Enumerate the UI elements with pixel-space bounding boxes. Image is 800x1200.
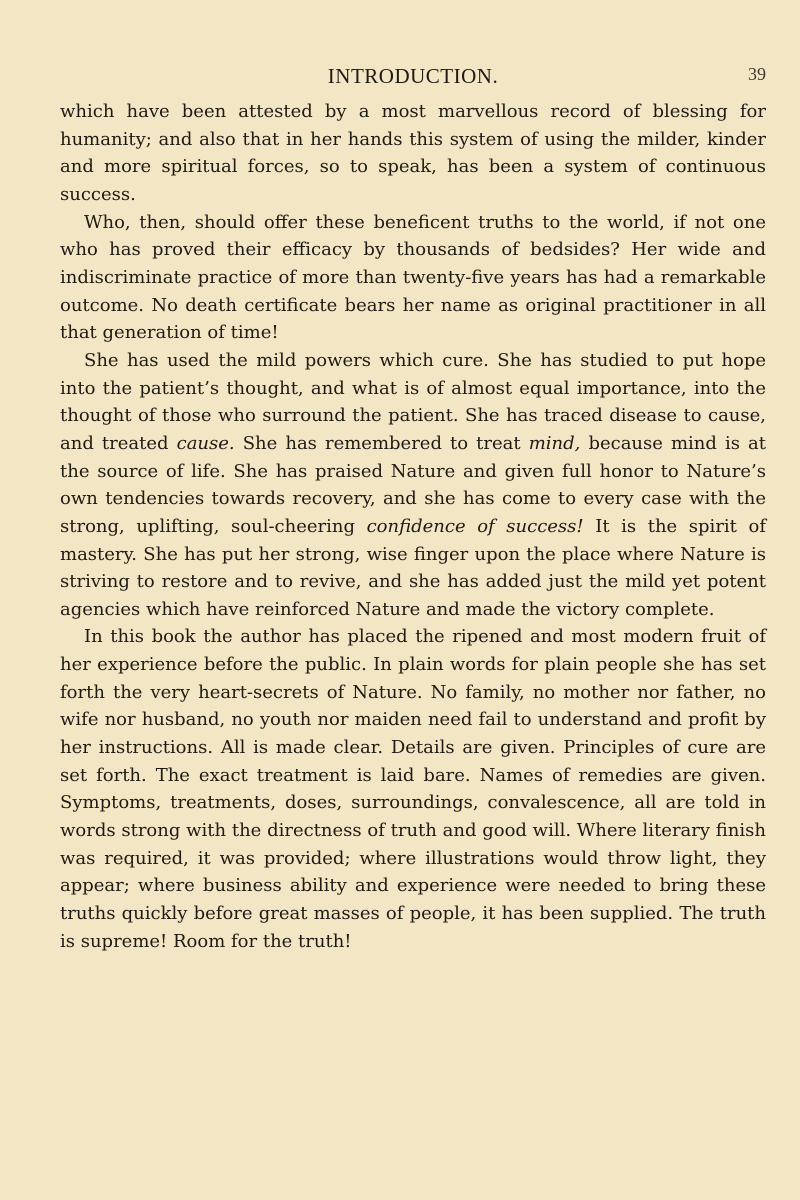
page-title: INTRODUCTION.: [327, 64, 499, 88]
italic-confidence: confidence of success!: [366, 515, 584, 537]
paragraph-3-part-a: She has used the mild powers which cure. She has studied to put hope into the patient’s thought, and what is of almost equal importance, into the thought of those who surround the patient. She has traced disease to cause, and treated: [60, 349, 766, 454]
italic-mind: mind,: [528, 432, 581, 454]
paragraph-3-part-c: because mind is at the source of life. She has praised Nature and given full honor to Nature’s own tendencies towards recovery, and she has come to every case with the strong, uplifting, soul-cheering: [60, 432, 767, 537]
book-page: [0, 64, 800, 1200]
page-number: 39: [748, 64, 766, 84]
paragraph-3-part-b: She has remembered to treat: [234, 432, 529, 454]
body-text: [60, 98, 766, 955]
running-header: [60, 64, 766, 96]
paragraph-3-part-d: It is the spirit of mastery. She has put her strong, wise finger upon the place where Nature is striving to restore and to revive, and she has added just the mild yet potent agencies which have reinforced Nature and made the victory complete.: [60, 515, 766, 620]
paragraph-1: which have been attested by a most marvellous record of blessing for humanity; and also that in her hands this system of using the milder, kinder and more spiritual forces, so to speak, has been a system of continuous success.: [60, 101, 766, 205]
paragraph-2: Who, then, should offer these beneficent truths to the world, if not one who has proved their efficacy by thousands of bedsides? Her wide and indiscriminate practice of more than twenty-five years has had a remarkable outcome. No death certificate bears her name as original practitioner in all that generation of time!: [60, 211, 766, 344]
paragraph-3: [60, 347, 766, 624]
italic-cause: cause.: [176, 432, 235, 454]
paragraph-4: In this book the author has placed the ripened and most modern fruit of her experience before the public. In plain words for plain people she has set forth the very heart-secrets of Nature. No family, no mother nor father, no wife nor husband, no youth nor maiden need fail to understand and profit by her instructions. All is made clear. Details are given. Principles of cure are set forth. The exact treatment is laid bare. Names of remedies are given. Symptoms, treatments, doses, surroundings, convalescence, all are told in words strong with the directness of truth and good will. Where literary finish was required, it was provided; where illustrations would throw light, they appear; where business ability and experience were needed to bring these truths quickly before great masses of people, it has been supplied. The truth is supreme! Room for the truth!: [60, 626, 766, 952]
